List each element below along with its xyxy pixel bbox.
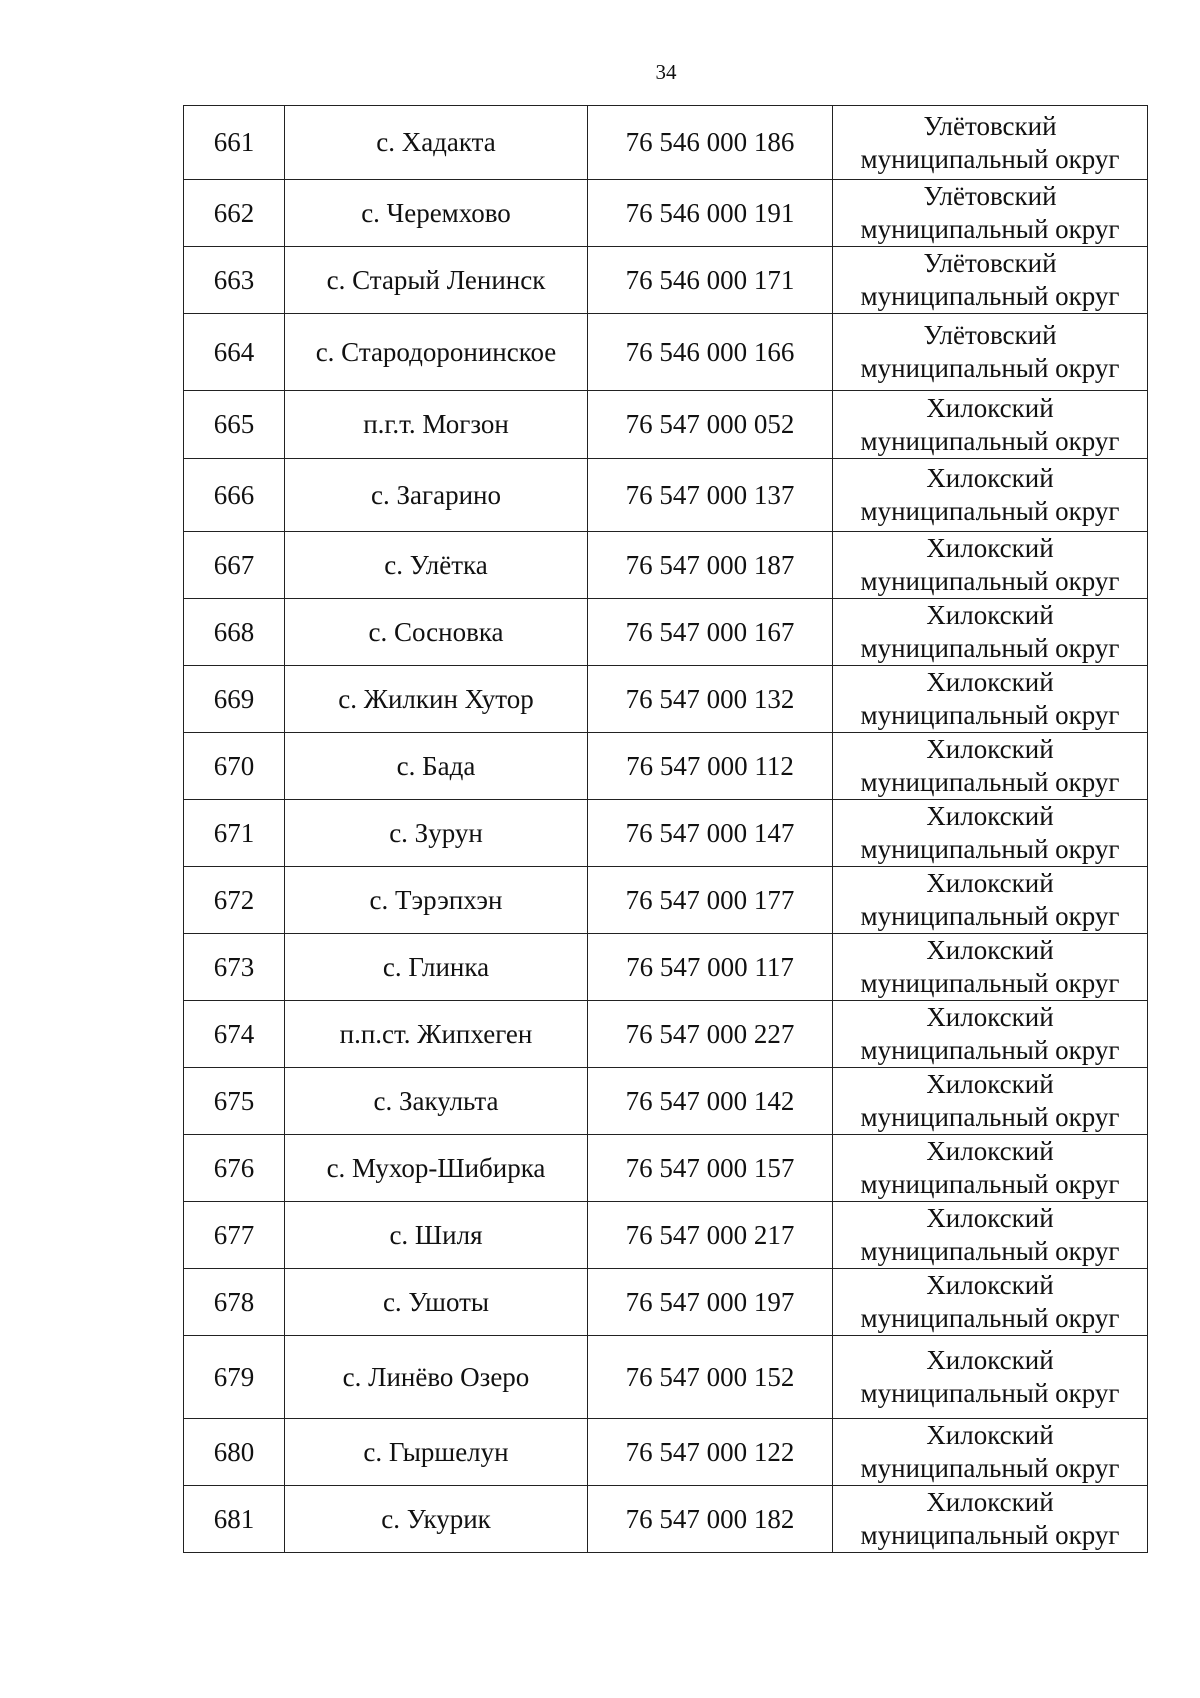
- district-name: Хилокский: [926, 600, 1054, 630]
- settlement-name-cell: п.п.ст. Жипхеген: [285, 1001, 588, 1068]
- settlement-name-cell: с. Стародоронинское: [285, 314, 588, 391]
- district-type: муниципальный округ: [860, 281, 1120, 311]
- settlement-name-cell: с. Мухор-Шибирка: [285, 1135, 588, 1202]
- settlement-name-cell: с. Зурун: [285, 800, 588, 867]
- district-cell: [833, 1068, 1148, 1135]
- district-type: муниципальный округ: [860, 214, 1120, 244]
- oktmo-code-cell: 76 547 000 137: [588, 459, 833, 532]
- row-number-cell: 668: [184, 599, 285, 666]
- row-number-cell: 661: [184, 106, 285, 180]
- district-name: Улётовский: [923, 110, 1057, 141]
- oktmo-code-cell: 76 547 000 147: [588, 800, 833, 867]
- district-type: муниципальный округ: [860, 767, 1120, 797]
- district-name: Хилокский: [926, 801, 1054, 831]
- table-row: [184, 666, 1148, 733]
- oktmo-code-cell: 76 546 000 166: [588, 314, 833, 391]
- table-row: [184, 180, 1148, 247]
- district-cell: [833, 733, 1148, 800]
- district-type: муниципальный округ: [860, 1169, 1120, 1199]
- settlement-name-cell: с. Улётка: [285, 532, 588, 599]
- settlement-name-cell: с. Тэрэпхэн: [285, 867, 588, 934]
- table-row: [184, 1269, 1148, 1336]
- table-row: [184, 247, 1148, 314]
- oktmo-code-cell: 76 547 000 117: [588, 934, 833, 1001]
- settlement-name-cell: с. Загарино: [285, 459, 588, 532]
- oktmo-code-cell: 76 546 000 171: [588, 247, 833, 314]
- row-number-cell: 666: [184, 459, 285, 532]
- table-row: [184, 1419, 1148, 1486]
- settlement-name-cell: с. Ушоты: [285, 1269, 588, 1336]
- oktmo-code-cell: 76 547 000 182: [588, 1486, 833, 1553]
- district-name: Улётовский: [923, 181, 1057, 211]
- oktmo-code-cell: 76 546 000 186: [588, 106, 833, 180]
- district-name: Хилокский: [926, 935, 1054, 965]
- oktmo-code-cell: 76 547 000 112: [588, 733, 833, 800]
- district-cell: [833, 532, 1148, 599]
- district-type: муниципальный округ: [860, 1453, 1120, 1483]
- district-name: Хилокский: [926, 1203, 1054, 1233]
- table-row: [184, 800, 1148, 867]
- row-number-cell: 676: [184, 1135, 285, 1202]
- table-row: [184, 1202, 1148, 1269]
- row-number-cell: 674: [184, 1001, 285, 1068]
- table-row: [184, 867, 1148, 934]
- district-name: Хилокский: [926, 533, 1054, 563]
- oktmo-code-cell: 76 547 000 227: [588, 1001, 833, 1068]
- district-type: муниципальный округ: [860, 1102, 1120, 1132]
- oktmo-code-cell: 76 547 000 142: [588, 1068, 833, 1135]
- row-number-cell: 669: [184, 666, 285, 733]
- settlement-name-cell: с. Черемхово: [285, 180, 588, 247]
- district-name: Хилокский: [926, 1002, 1054, 1032]
- settlement-name-cell: с. Бада: [285, 733, 588, 800]
- district-type: муниципальный округ: [860, 143, 1120, 174]
- district-cell: [833, 1001, 1148, 1068]
- district-cell: [833, 867, 1148, 934]
- row-number-cell: 678: [184, 1269, 285, 1336]
- page-number: 34: [655, 60, 677, 84]
- settlements-table: [183, 105, 1148, 1553]
- oktmo-code-cell: 76 547 000 152: [588, 1336, 833, 1419]
- table-row: [184, 1336, 1148, 1419]
- table-row: [184, 934, 1148, 1001]
- district-type: муниципальный округ: [860, 1520, 1120, 1550]
- table-row: [184, 1486, 1148, 1553]
- oktmo-code-cell: 76 546 000 191: [588, 180, 833, 247]
- district-cell: [833, 391, 1148, 459]
- table-row: [184, 314, 1148, 391]
- table-row: [184, 1001, 1148, 1068]
- district-name: Улётовский: [923, 320, 1057, 350]
- row-number-cell: 670: [184, 733, 285, 800]
- district-cell: [833, 1202, 1148, 1269]
- settlement-name-cell: с. Закульта: [285, 1068, 588, 1135]
- oktmo-code-cell: 76 547 000 187: [588, 532, 833, 599]
- district-cell: [833, 1486, 1148, 1553]
- table-row: [184, 733, 1148, 800]
- row-number-cell: 675: [184, 1068, 285, 1135]
- district-cell: [833, 934, 1148, 1001]
- district-cell: [833, 459, 1148, 532]
- district-cell: [833, 599, 1148, 666]
- oktmo-code-cell: 76 547 000 052: [588, 391, 833, 459]
- district-cell: [833, 1419, 1148, 1486]
- district-cell: [833, 314, 1148, 391]
- row-number-cell: 662: [184, 180, 285, 247]
- oktmo-code-cell: 76 547 000 217: [588, 1202, 833, 1269]
- district-type: муниципальный округ: [860, 834, 1120, 864]
- district-type: муниципальный округ: [860, 566, 1120, 596]
- oktmo-code-cell: 76 547 000 122: [588, 1419, 833, 1486]
- row-number-cell: 664: [184, 314, 285, 391]
- table-row: [184, 391, 1148, 459]
- oktmo-code-cell: 76 547 000 132: [588, 666, 833, 733]
- district-cell: [833, 800, 1148, 867]
- table-row: [184, 1068, 1148, 1135]
- district-type: муниципальный округ: [860, 968, 1120, 998]
- oktmo-code-cell: 76 547 000 197: [588, 1269, 833, 1336]
- row-number-cell: 677: [184, 1202, 285, 1269]
- settlement-name-cell: с. Сосновка: [285, 599, 588, 666]
- row-number-cell: 679: [184, 1336, 285, 1419]
- row-number-cell: 663: [184, 247, 285, 314]
- table-row: [184, 532, 1148, 599]
- oktmo-code-cell: 76 547 000 177: [588, 867, 833, 934]
- district-type: муниципальный округ: [860, 1303, 1120, 1333]
- district-name: Хилокский: [926, 667, 1054, 697]
- settlement-name-cell: п.г.т. Могзон: [285, 391, 588, 459]
- district-type: муниципальный округ: [860, 1236, 1120, 1266]
- district-cell: [833, 106, 1148, 180]
- district-name: Хилокский: [926, 1136, 1054, 1166]
- district-name: Хилокский: [926, 868, 1054, 898]
- district-name: Хилокский: [926, 734, 1054, 764]
- district-name: Хилокский: [926, 1487, 1054, 1517]
- row-number-cell: 681: [184, 1486, 285, 1553]
- district-name: Хилокский: [926, 1345, 1054, 1375]
- district-cell: [833, 1135, 1148, 1202]
- district-cell: [833, 247, 1148, 314]
- row-number-cell: 665: [184, 391, 285, 459]
- district-type: муниципальный округ: [860, 425, 1120, 456]
- row-number-cell: 667: [184, 532, 285, 599]
- row-number-cell: 680: [184, 1419, 285, 1486]
- settlement-name-cell: с. Жилкин Хутор: [285, 666, 588, 733]
- table-row: [184, 459, 1148, 532]
- district-cell: [833, 666, 1148, 733]
- district-name: Хилокский: [926, 463, 1054, 493]
- settlement-name-cell: с. Глинка: [285, 934, 588, 1001]
- district-type: муниципальный округ: [860, 1035, 1120, 1065]
- settlements-table-body: [184, 106, 1148, 1553]
- district-name: Хилокский: [926, 392, 1054, 423]
- district-type: муниципальный округ: [860, 496, 1120, 526]
- settlement-name-cell: с. Старый Ленинск: [285, 247, 588, 314]
- district-cell: [833, 1269, 1148, 1336]
- row-number-cell: 673: [184, 934, 285, 1001]
- settlement-name-cell: с. Хадакта: [285, 106, 588, 180]
- district-type: муниципальный округ: [860, 633, 1120, 663]
- district-type: муниципальный округ: [860, 700, 1120, 730]
- district-cell: [833, 180, 1148, 247]
- settlement-name-cell: с. Шиля: [285, 1202, 588, 1269]
- district-name: Улётовский: [923, 248, 1057, 278]
- district-cell: [833, 1336, 1148, 1419]
- settlement-name-cell: с. Укурик: [285, 1486, 588, 1553]
- table-row: [184, 106, 1148, 180]
- oktmo-code-cell: 76 547 000 167: [588, 599, 833, 666]
- row-number-cell: 672: [184, 867, 285, 934]
- settlement-name-cell: с. Линёво Озеро: [285, 1336, 588, 1419]
- table-row: [184, 599, 1148, 666]
- oktmo-code-cell: 76 547 000 157: [588, 1135, 833, 1202]
- district-type: муниципальный округ: [860, 901, 1120, 931]
- district-name: Хилокский: [926, 1069, 1054, 1099]
- settlement-name-cell: с. Гыршелун: [285, 1419, 588, 1486]
- district-type: муниципальный округ: [860, 353, 1120, 383]
- district-type: муниципальный округ: [860, 1378, 1120, 1408]
- district-name: Хилокский: [926, 1270, 1054, 1300]
- table-row: [184, 1135, 1148, 1202]
- row-number-cell: 671: [184, 800, 285, 867]
- district-name: Хилокский: [926, 1420, 1054, 1450]
